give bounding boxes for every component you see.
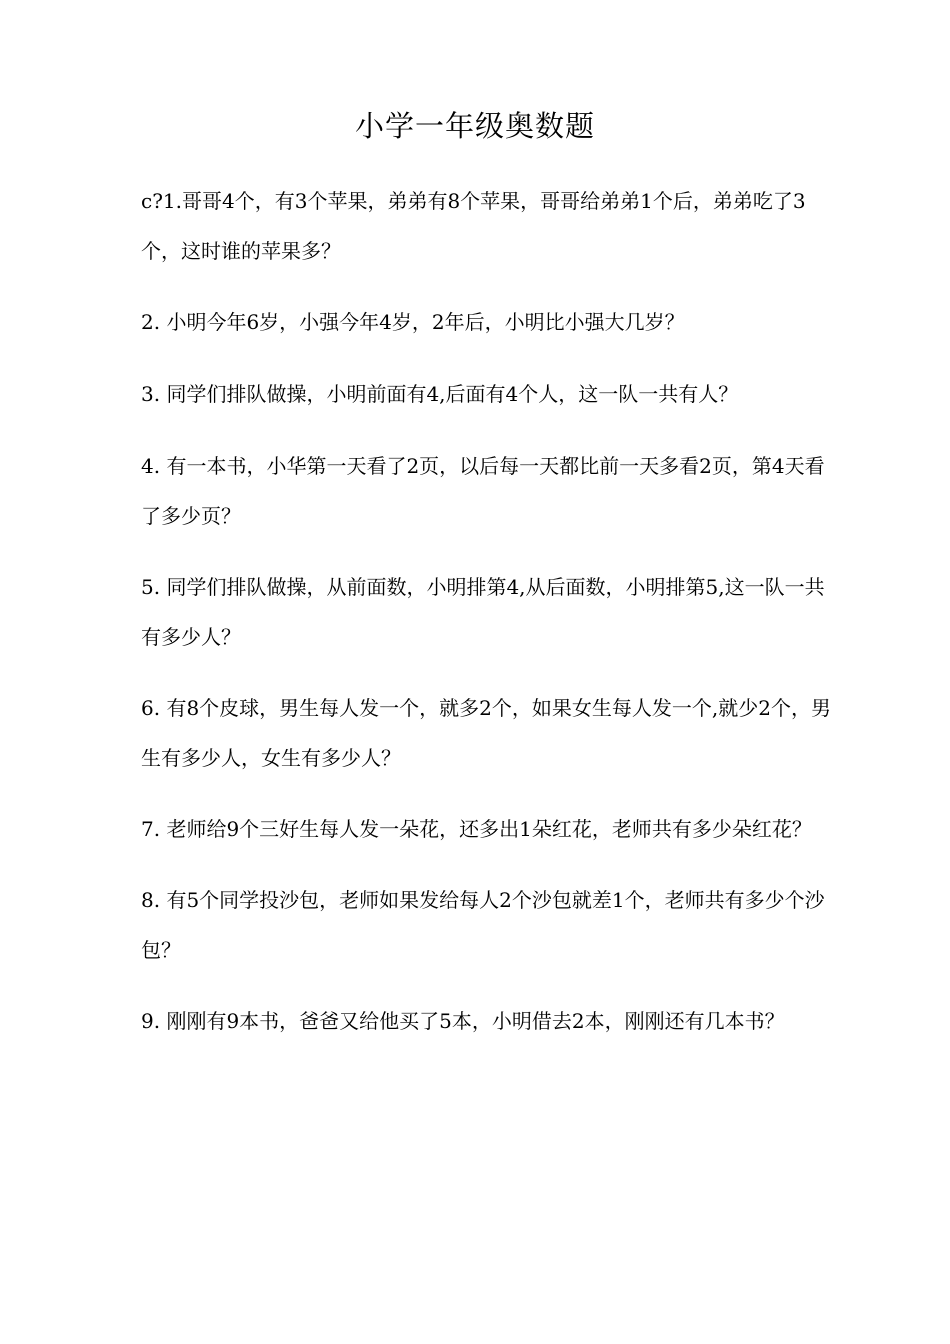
question-4: 4. 有一本书，小华第一天看了2页，以后每一天都比前一天多看2页，第4天看了多少页？ — [141, 454, 825, 528]
question-2: 2. 小明今年6岁，小强今年4岁，2年后，小明比小强大几岁？ — [141, 310, 685, 334]
question-1: c?1.哥哥4个，有3个苹果，弟弟有8个苹果，哥哥给弟弟1个后，弟弟吃了3个，这时谁的苹果多？ — [141, 189, 806, 263]
question-7: 7. 老师给9个三好生每人发一朵花，还多出1朵红花，老师共有多少朵红花？ — [141, 817, 812, 841]
question-8: 8. 有5个同学投沙包，老师如果发给每人2个沙包就差1个，老师共有多少个沙包？ — [141, 888, 825, 962]
question-6: 6. 有8个皮球，男生每人发一个，就多2个，如果女生每人发一个,就少2个，男生有多少人，女生有多少人？ — [141, 696, 831, 770]
question-5: 5. 同学们排队做操，从前面数，小明排第4,从后面数，小明排第5,这一队一共有多少人？ — [141, 575, 825, 649]
question-list — [141, 176, 841, 1067]
page-title: 小学一年级奥数题 — [354, 109, 595, 143]
question-3: 3. 同学们排队做操，小明前面有4,后面有4个人，这一队一共有人？ — [141, 382, 739, 406]
question-9: 9. 刚刚有9本书，爸爸又给他买了5本，小明借去2本，刚刚还有几本书？ — [141, 1009, 785, 1033]
